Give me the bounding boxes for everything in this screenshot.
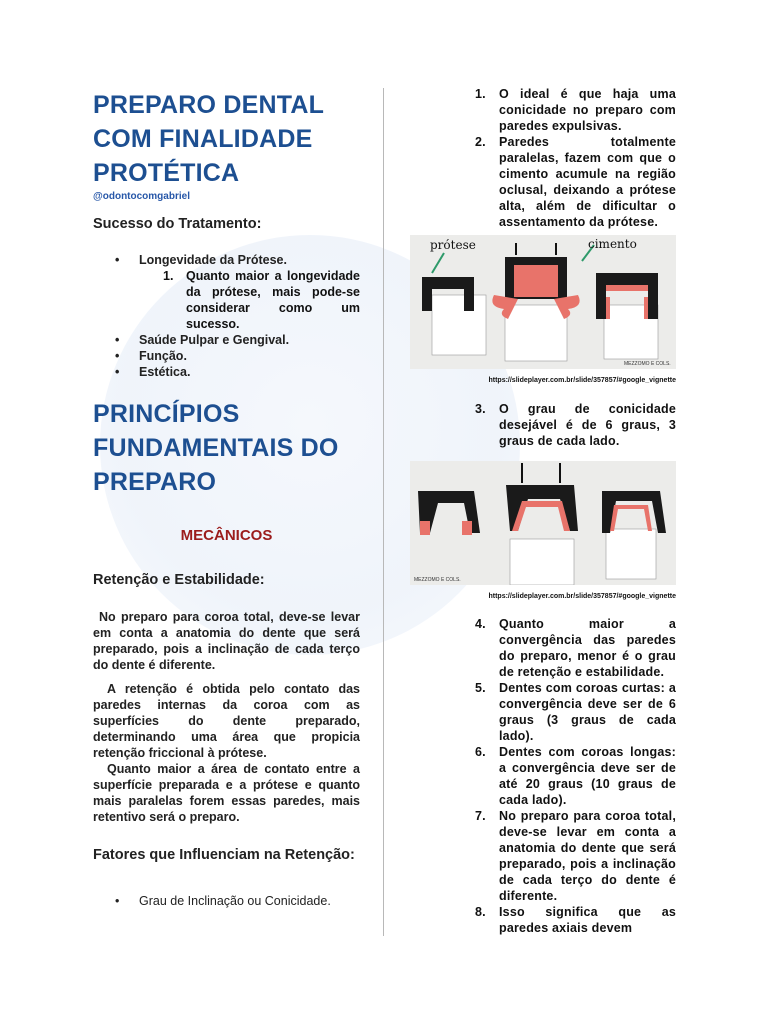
figure-caption: https://slideplayer.com.br/slide/357857/#google_vignette (488, 377, 676, 384)
left-column (93, 88, 360, 909)
nested-list-item (93, 268, 360, 332)
page-title: PREPARO DENTAL COM FINALIDADE PROTÉTICA (93, 91, 324, 187)
list-item: 2. Paredes totalmente paralelas, fazem com que o cimento acumule na região oclusal, deixando a prótese alta, além de dificultar o assentamento da prótese. (475, 135, 676, 229)
retention-heading: Retenção e Estabilidade: (93, 572, 265, 588)
success-list-cont (93, 332, 360, 380)
label-cimento: cimento (588, 237, 637, 251)
list-item: 5. Dentes com coroas curtas: a convergência deve ser de 6 graus (3 graus de cada lado). (475, 681, 676, 743)
nested-number: 1. (163, 269, 174, 283)
list-item: • Grau de Inclinação ou Conicidade. (93, 893, 360, 909)
column-divider (383, 88, 384, 936)
success-list (93, 252, 360, 268)
numbered-list-c (410, 616, 676, 936)
list-item: • Saúde Pulpar e Gengival. (93, 332, 360, 348)
numbered-list-a (410, 86, 676, 230)
numbered-list-b (410, 401, 676, 449)
list-item: 7. No preparo para coroa total, deve-se levar em conta a anatomia do dente que será preparado, pois a inclinação de cada terço do dente é diferente. (475, 809, 676, 903)
mechanical-heading: MECÂNICOS (180, 527, 273, 544)
list-item: • Estética. (93, 364, 360, 380)
list-item: • Longevidade da Prótese. (93, 252, 360, 268)
factors-heading: Fatores que Influenciam na Retenção: (93, 847, 355, 863)
label-protese: prótese (430, 238, 476, 252)
figure-prosthesis-cement (410, 235, 676, 384)
factors-list (93, 893, 360, 909)
success-heading: Sucesso do Tratamento: (93, 216, 262, 232)
list-item: 8. Isso significa que as paredes axiais devem (475, 905, 676, 935)
figure-credit: MEZZOMO E COLS. (414, 577, 461, 583)
nested-text: Quanto maior a longevidade da prótese, mais pode-se considerar como um sucesso. (186, 269, 360, 331)
figure-caption: https://slideplayer.com.br/slide/357857/#google_vignette (488, 593, 676, 600)
right-column (410, 86, 676, 936)
section-title: PRINCÍPIOS FUNDAMENTAIS DO PREPARO (93, 400, 339, 496)
diagram-image (410, 461, 676, 585)
list-item: 3. O grau de conicidade desejável é de 6 graus, 3 graus de cada lado. (475, 402, 676, 448)
figure-convergence (410, 461, 676, 600)
list-item: • Função. (93, 348, 360, 364)
list-item: 1. O ideal é que haja uma conicidade no preparo com paredes expulsivas. (475, 87, 676, 133)
paragraph: No preparo para coroa total, deve-se levar em conta a anatomia do dente que será preparado, pois a inclinação de cada terço do dente é diferente. (93, 610, 360, 672)
diagram-image (410, 235, 676, 369)
author-handle: @odontocomgabriel (93, 191, 190, 202)
figure-credit: MEZZOMO E COLS. (624, 361, 671, 367)
list-item: 4. Quanto maior a convergência das paredes do preparo, menor é o grau de retenção e estabilidade. (475, 617, 676, 679)
list-item: 6. Dentes com coroas longas: a convergência deve ser de até 20 graus (10 graus de cada lado). (475, 745, 676, 807)
paragraph: Quanto maior a área de contato entre a superfície preparada e a prótese e quanto mais paralelas forem essas paredes, mais retentivo será o preparo. (93, 762, 360, 824)
paragraph: A retenção é obtida pelo contato das paredes internas da coroa com as superfícies do dente preparado, determinando uma área que propicia retenção friccional à prótese. (93, 682, 360, 760)
